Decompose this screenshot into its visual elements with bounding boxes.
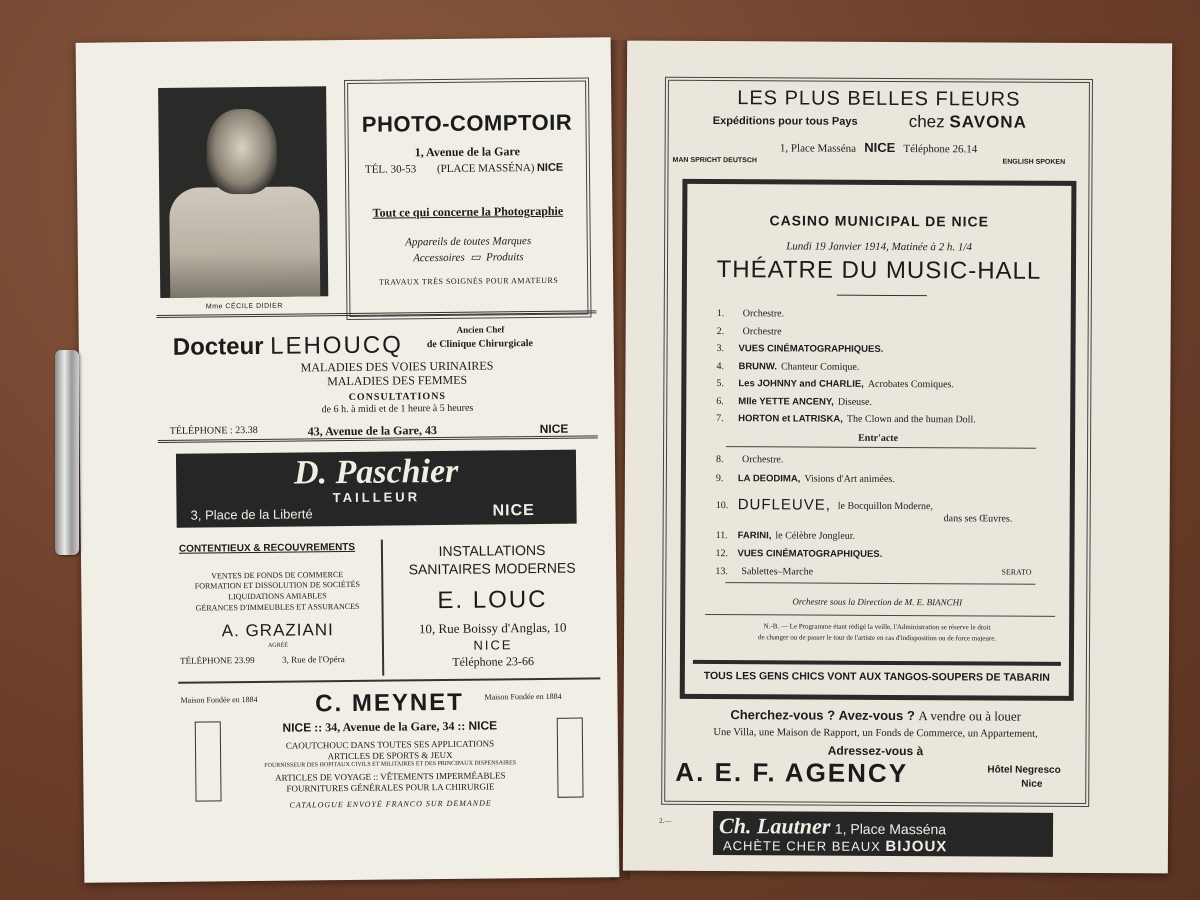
ad-footer-row xyxy=(178,654,378,666)
item-text: le Bocquillon Moderne, xyxy=(837,500,934,513)
item-number: 13. xyxy=(715,566,728,578)
item-text: Acrobates Comiques. xyxy=(867,378,954,391)
program-casino: CASINO MUNICIPAL DE NICE xyxy=(769,212,990,230)
item-bold: VUES CINÉMATOGRAPHIQUES. xyxy=(738,343,884,355)
program-nb1: N.-B. — Le Programme étant rédigé la veille, l'Administration se réserve le droit xyxy=(763,622,991,632)
item-number: 9. xyxy=(715,473,724,485)
tabarin-banner xyxy=(693,660,1061,686)
program-serato: SERATO xyxy=(1001,567,1032,577)
item-bold: HORTON et LATRISKA, xyxy=(738,413,843,425)
paschier-ad xyxy=(176,450,577,528)
item-number: 10. xyxy=(715,500,729,512)
item-number: 8. xyxy=(715,454,724,466)
lautner-name: Ch. Lautner xyxy=(719,813,831,839)
ad-line2-a: Accessoires xyxy=(413,251,465,265)
binder-clip xyxy=(55,350,79,555)
lautner-bijoux: BIJOUX xyxy=(885,837,948,856)
ad-exp: Expéditions pour tous Pays xyxy=(712,115,858,128)
column-divider xyxy=(381,540,384,676)
photo-dress xyxy=(169,186,320,298)
item-text: The Clown and the human Doll. xyxy=(846,413,976,426)
ad-title-a: Docteur xyxy=(172,332,264,361)
ad-city: NICE xyxy=(492,502,535,520)
item-text: Orchestre. xyxy=(742,308,785,320)
ad-line1: MALADIES DES VOIES URINAIRES xyxy=(300,358,494,375)
agency-q3: A vendre ou à louer xyxy=(918,708,1021,724)
left-page xyxy=(76,37,620,883)
ad-address: 43, Avenue de la Gare, 43 xyxy=(307,423,437,439)
ad-name: A. GRAZIANI xyxy=(221,620,334,641)
agency-city: Nice xyxy=(1021,778,1043,790)
agency-ad xyxy=(669,705,1082,807)
ad-l1: INSTALLATIONS xyxy=(438,541,546,560)
lehoucq-ad xyxy=(156,310,597,443)
ad-tel: Téléphone 26.14 xyxy=(903,143,978,156)
ad-city: NICE xyxy=(539,421,569,436)
ad-heading: CONTENTIEUX & RECOUVREMENTS xyxy=(178,541,356,555)
ad-chez: chez xyxy=(908,112,945,132)
agency-question-row xyxy=(670,707,1082,725)
program-item xyxy=(715,548,1055,568)
program-item xyxy=(716,530,1056,550)
item-number: 6. xyxy=(716,395,724,407)
item-text: Orchestre. xyxy=(741,454,784,466)
item-number: 5. xyxy=(716,378,724,390)
right-page xyxy=(623,41,1172,874)
ad-chez-row xyxy=(909,112,1085,133)
item-bold: FARINI, xyxy=(737,530,772,542)
ad-line2: MALADIES DES FEMMES xyxy=(327,372,468,389)
ad-l1: CAOUTCHOUC DANS TOUTES SES APPLICATIONS xyxy=(285,738,495,751)
ad-city: NICE xyxy=(536,161,564,174)
ad-trade: TAILLEUR xyxy=(332,489,421,506)
program-list-3 xyxy=(715,530,1055,586)
ad-address-row: NICE :: 34, Avenue de la Gare, 34 :: NICE xyxy=(282,718,498,735)
item-text: Visions d'Art animées. xyxy=(804,473,895,485)
ad-line2-sep: ▭ xyxy=(470,251,481,264)
program-item xyxy=(716,378,1046,397)
program xyxy=(680,179,1077,701)
item-bold: Mlle YETTE ANCENY, xyxy=(738,395,834,408)
ad-name: E. LOUC xyxy=(437,585,548,615)
ad-tel: TÉLÉPHONE 23.99 xyxy=(180,654,255,666)
ad-l3: FOURNISSEUR DES HOPITAUX CIVILS ET MILITAIRES ET DES PRINCIPAUX DISPENSAIRES xyxy=(264,760,517,769)
page-number: 2.— xyxy=(659,816,672,825)
program-item xyxy=(716,454,1056,475)
program-title: THÉATRE DU MUSIC-HALL xyxy=(716,256,1042,285)
item-text-2: dans ses Œuvres. xyxy=(943,513,1013,525)
ad-title: LES PLUS BELLES FLEURS xyxy=(737,87,1021,111)
ad-tagline: Tout ce qui concerne la Photographie xyxy=(372,203,564,220)
ad-address-b: 34, Avenue de la Gare, 34 xyxy=(325,718,455,735)
ad-address: 3, Rue de l'Opéra xyxy=(282,654,345,665)
ad-footer-row xyxy=(158,421,598,439)
ad-title-b: LEHOUCQ xyxy=(270,331,403,360)
ad-l4: GÉRANCES D'IMMEUBLES ET ASSURANCES xyxy=(195,601,360,613)
ad-tel: TÉL. 30-53 xyxy=(364,163,417,176)
program-item xyxy=(717,343,1047,362)
item-bold: Les JOHNNY and CHARLIE, xyxy=(738,378,864,390)
ad-address-a: NICE xyxy=(282,720,312,735)
lautner-line: ACHÈTE CHER BEAUX xyxy=(722,838,881,854)
program-items-part3 xyxy=(715,530,1055,586)
program-nb2: de changer ou de passer le tour de l'artiste en cas d'indisposition ou de force majeure. xyxy=(757,633,997,643)
ad-address: 10, Rue Boissy d'Anglas, 10 xyxy=(418,619,567,637)
lautner-addr: 1, Place Masséna xyxy=(834,820,947,838)
program-item xyxy=(716,413,1046,432)
program-item xyxy=(716,473,1056,494)
item-number: 2. xyxy=(716,325,725,337)
ad-l2: FORMATION ET DISSOLUTION DE SOCIÉTÉS xyxy=(194,579,360,591)
ad-line3: CONSULTATIONS xyxy=(348,390,447,403)
item-text: le Célèbre Jongleur. xyxy=(775,530,856,542)
agency-hotel: Hôtel Negresco xyxy=(987,764,1061,776)
ad-contact-row xyxy=(349,161,586,176)
ad-l5: FOURNITURES GÉNÉRALES POUR LA CHIRURGIE xyxy=(286,781,495,794)
ad-city: NICE xyxy=(473,637,513,653)
ad-l3: LIQUIDATIONS AMIABLES xyxy=(228,591,327,602)
ad-address-c: NICE xyxy=(468,718,498,733)
item-number: 12. xyxy=(715,548,729,560)
program-item xyxy=(717,308,1047,327)
ad-addr-row xyxy=(673,139,1085,156)
program-items-part2 xyxy=(716,454,1056,494)
ad-line2 xyxy=(350,249,587,264)
ad-title: D. Paschier xyxy=(293,452,459,492)
agency-q1: Cherchez-vous ? xyxy=(730,707,836,723)
program-list-2 xyxy=(716,454,1056,494)
ad-l6: CATALOGUE ENVOYÉ FRANCO SUR DEMANDE xyxy=(289,798,492,810)
item-number: 1. xyxy=(716,308,725,320)
ad-line3: TRAVAUX TRÈS SOIGNÉS POUR AMATEURS xyxy=(378,275,559,287)
ad-address: 1, Avenue de la Gare xyxy=(414,144,520,160)
item-text: Sablettes–Marche xyxy=(741,566,814,578)
item-bold: DUFLEUVE, xyxy=(737,496,831,514)
ad-city: NICE xyxy=(864,139,896,155)
ad-founded-left: Maison Fondée en 1884 xyxy=(180,694,258,705)
ad-tel: TÉLÉPHONE : 23.38 xyxy=(169,424,258,437)
item-bold: BRUNW. xyxy=(738,360,778,372)
ad-line2-b: Produits xyxy=(486,251,524,264)
lautner-bottom-row xyxy=(723,837,1053,856)
ad-side1: Ancien Chef xyxy=(456,324,505,335)
program-entracte: Entr'acte xyxy=(858,432,899,445)
program-list xyxy=(716,308,1047,432)
photo-caption: Mme CÉCILE DIDIER xyxy=(205,302,283,311)
tabarin-text: TOUS LES GENS CHICS VONT AUX TANGOS-SOUPERS DE TABARIN xyxy=(703,669,1050,684)
portrait-photo xyxy=(158,86,328,298)
program-item-10 xyxy=(716,496,1056,528)
ad-place: (PLACE MASSÉNA) xyxy=(436,162,535,176)
agency-name: A. E. F. AGENCY xyxy=(675,756,909,789)
ad-founded-right: Maison Fondée en 1884 xyxy=(484,691,562,702)
louc-ad xyxy=(385,535,600,675)
item-number: 4. xyxy=(716,360,725,372)
photo-face xyxy=(206,109,277,195)
photo-comptoir-ad xyxy=(344,77,591,320)
ad-line1: Appareils de toutes Marques xyxy=(405,235,532,249)
program-item xyxy=(716,361,1046,380)
item-number: 11. xyxy=(715,530,728,542)
ad-agree: AGRÉÉ xyxy=(267,642,288,649)
program-item xyxy=(716,396,1046,415)
direction-rule xyxy=(705,614,1055,617)
item-number: 3. xyxy=(716,343,725,355)
ad-l1: VENTES DE FONDS DE COMMERCE xyxy=(211,570,344,581)
ad-name: SAVONA xyxy=(949,112,1027,132)
item-bold: VUES CINÉMATOGRAPHIQUES. xyxy=(737,548,883,560)
ad-l2: ARTICLES DE SPORTS & JEUX xyxy=(327,749,453,762)
ad-tel: Téléphone 23-66 xyxy=(452,654,535,669)
ad-title: C. MEYNET xyxy=(315,688,465,718)
lautner-ad xyxy=(713,811,1053,857)
title-rule xyxy=(837,295,927,296)
ad-l4: ARTICLES DE VOYAGE :: VÊTEMENTS IMPERMÉABLES xyxy=(275,770,506,783)
ad-side2: de Clinique Chirurgicale xyxy=(426,338,533,351)
section-divider xyxy=(178,677,600,683)
item-bold: LA DEODIMA, xyxy=(737,473,801,485)
ad-de: MAN SPRICHT DEUTSCH xyxy=(672,156,757,165)
item-text: Diseuse. xyxy=(837,396,873,408)
ad-address: 3, Place de la Liberté xyxy=(190,506,313,523)
agency-q2: Avez-vous ? xyxy=(838,707,915,724)
agency-l3: Adressez-vous à xyxy=(827,743,924,759)
item-text: Chanteur Comique. xyxy=(780,360,860,373)
agency-l2: Une Villa, une Maison de Rapport, un Fonds de Commerce, un Appartement, xyxy=(713,727,1038,740)
program-items-part1 xyxy=(716,308,1047,432)
program-item xyxy=(717,326,1047,345)
item-text: Orchestre xyxy=(742,325,782,337)
meynet-ad xyxy=(178,685,601,829)
ad-addr: 1, Place Masséna xyxy=(779,142,857,155)
savona-ad xyxy=(672,85,1084,177)
program-date: Lundi 19 Janvier 1914, Matinée à 2 h. 1/4 xyxy=(786,240,973,254)
graziani-ad xyxy=(177,538,378,678)
program-direction: Orchestre sous la Direction de M. E. BIANCHI xyxy=(792,596,963,608)
ad-line4: de 6 h. à midi et de 1 heure à 5 heures xyxy=(321,402,474,416)
ad-l2: SANITAIRES MODERNES xyxy=(408,559,576,578)
entracte-rule xyxy=(726,446,1036,449)
ad-en: ENGLISH SPOKEN xyxy=(1002,158,1066,166)
ad-title: PHOTO-COMPTOIR xyxy=(361,109,573,137)
item-number: 7. xyxy=(716,413,724,425)
